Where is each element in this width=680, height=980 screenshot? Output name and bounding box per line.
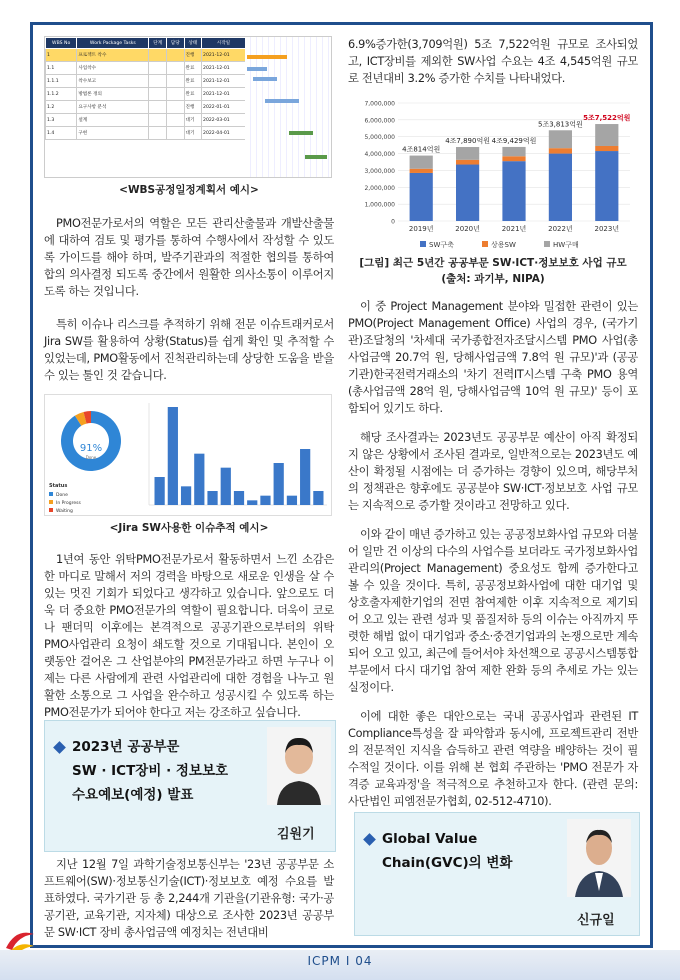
stack-segment	[502, 161, 525, 221]
y-tick-label: 1,000,000	[364, 201, 395, 209]
jira-svg	[45, 395, 331, 515]
wbs-cell: 1.3	[46, 114, 77, 127]
legend-label: HW구매	[553, 241, 579, 249]
status-legend-label: Done	[56, 493, 68, 498]
left-paragraph-3: 1년여 동안 위탁PMO전문가로서 활동하면서 느낀 소감은 한 마디로 말해서 저의 경력을 바탕으로 새로운 인생을 살 수 있는 멋진 기회가 되었다고 생각하고 있습니다. 앞으로도 더욱 더 중요한 PMO전문가의 역할이 필요합니다. 더욱이 코로나 팬더믹 이후에는 본격적으로 공공기관으로부터의 위탁PMO사업관리 요청이 쇄도할 것으로 기대됩니다. 본인이 오랫동안 걸어온 그 산업분야의 PM전문가라고 하면 누구나 이제는 다른 사람에게 관련 사업관리에 대한 경험을 나누고 원활한 소통으로 그 사업을 완수하고 성공시킬 수 있도록 하는 PMO전문가가 되어야 한다고 저는 강조하고 싶습니다.	[44, 553, 334, 719]
page-footer	[0, 950, 680, 980]
gantt-area	[245, 37, 331, 177]
diamond-bullet-icon	[363, 833, 376, 846]
status-legend-label: In Progress	[56, 501, 81, 506]
jira-bar	[247, 500, 257, 505]
wbs-cell: 요구사항 분석	[77, 101, 149, 114]
x-tick-label: 2021년	[501, 225, 527, 233]
wbs-cell	[166, 88, 184, 101]
bar-data-label: 4조814억원	[402, 145, 441, 154]
wbs-cell	[149, 49, 167, 62]
stack-segment	[595, 124, 618, 146]
wbs-cell	[149, 88, 167, 101]
status-legend-label: Waiting	[56, 509, 73, 514]
wbs-cell	[149, 101, 167, 114]
y-tick-label: 4,000,000	[364, 151, 395, 159]
jira-chart-image	[44, 394, 332, 516]
y-tick-label: 6,000,000	[364, 117, 395, 125]
jira-bar	[221, 468, 231, 505]
bar-data-label: 4조9,429억원	[491, 136, 537, 145]
wbs-cell: 사업착수	[77, 62, 149, 75]
stack-segment	[456, 160, 479, 165]
donut-chart	[61, 411, 121, 471]
wbs-cell	[149, 62, 167, 75]
stack-segment	[410, 169, 433, 173]
wbs-cell: 2021-12-01	[202, 88, 246, 101]
left-paragraph-4: 지난 12월 7일 과학기술정보통신부는 '23년 공공부문 소프트웨어(SW)·정보통신기술(ICT)·정보보호 예정 수요를 발표하였다. 국가기관 등 총 2,244개 기관을(기관유형: 국가·공공기관, 교육기관, 지자체) 대상으로 조사한 2023년 공공부문 SW·ICT 장비 총사업금액 예정치는 전년대비	[44, 858, 334, 939]
forecast-box	[44, 720, 336, 852]
wbs-header-cell: 단계	[149, 38, 167, 49]
wbs-cell	[166, 114, 184, 127]
status-title: Status	[49, 483, 68, 489]
gvc-box	[354, 812, 640, 936]
donut-sublabel: Done	[85, 455, 97, 460]
right-column	[348, 36, 638, 810]
wbs-cell: 완료	[184, 75, 202, 88]
wbs-header-cell: 시작일	[202, 38, 246, 49]
y-tick-label: 5,000,000	[364, 134, 395, 142]
wbs-cell: 진행	[184, 49, 202, 62]
stack-segment	[410, 173, 433, 221]
stack-segment	[595, 146, 618, 151]
right-paragraph-4: 이와 같이 매년 증가하고 있는 공공정보화사업 규모와 더불어 일만 건 이상의 다수의 사업수를 보더라도 국가정보화사업관리의(Project Management) 중요성도 함께 증가한다고 볼 수 있을 것이다. 특히, 공공정보화사업에 대한 대기업 및 상호출자제한기업의 전면 참여제한 이후 지속적으로 제기되어 오고 있는 관련 성과 및 품질저하 등의 이슈는 아직까지 뚜렷한 해법 없이 대기업과 중소·중견기업과의 논쟁으로만 계속되어 오고 있고, 최근에 들어서야 차선책으로 공공시스템통합부문에서 다시 대기업 참여 제한 완화 등의 추세로 가는 있는 실정이다.	[348, 528, 638, 694]
legend-swatch	[544, 241, 550, 247]
author-photo-kim	[267, 727, 331, 805]
wbs-cell: 1.1.1	[46, 75, 77, 88]
jira-bar	[181, 486, 191, 505]
wbs-cell: 프로젝트 착수	[77, 49, 149, 62]
y-tick-label: 3,000,000	[364, 167, 395, 175]
legend-swatch	[420, 241, 426, 247]
left-paragraph-1: PMO전문가로서의 역할은 모든 관리산출물과 개발산출물에 대하여 검토 및 평가를 통하여 수행사에서 작성할 수 있도록 가이드를 해야 하며, 발주기관과의 적절한 협의를 통하여 합의 의사결정 되도록 중간에서 원활한 의사소통이 이루어지도록 하는 것입니다.	[44, 217, 334, 298]
gvc-box-title-2: Chain(GVC)의 변화	[382, 855, 513, 871]
footer-label: ICPM I 04	[307, 954, 373, 968]
diamond-bullet-icon	[53, 741, 66, 754]
wbs-cell: 1.1	[46, 62, 77, 75]
stack-segment	[456, 165, 479, 221]
bar-data-label: 5조3,813억원	[538, 120, 583, 129]
wbs-header-cell: 담당	[166, 38, 184, 49]
wbs-cell	[166, 127, 184, 140]
wbs-cell	[166, 49, 184, 62]
status-legend-swatch	[49, 492, 53, 496]
bar-data-label: 5조7,522억원	[583, 114, 631, 123]
chart-caption-2: (출처: 과기부, NIPA)	[441, 273, 545, 285]
wbs-cell: 구현	[77, 127, 149, 140]
author-photo-shin	[567, 819, 631, 897]
sw-market-svg	[348, 93, 634, 253]
x-tick-label: 2019년	[408, 225, 434, 233]
stack-segment	[549, 130, 572, 148]
right-paragraph-3: 해당 조사결과는 2023년도 공공부문 예산이 아직 확정되지 않은 상황에서 조사된 결과로, 일반적으로는 2023년도 예산이 확정될 시점에는 더 증가하는 경향이 있으며, 해당부처의 정책관은 향후에도 공공분야 SW·ICT·정보보호 사업 규모는 지속적으로 증가할 것이라고 전망하고 있다.	[348, 431, 638, 512]
wbs-table-image	[44, 36, 332, 178]
right-paragraph-5: 이에 대한 좋은 대안으로는 국내 공공사업과 관련된 IT Compliance특성을 잘 파악함과 동시에, 프로젝트관리 전반의 전문적인 지식을 습득하고 관련 역량을 배양하는 것이 필수적일 것이다. 이를 위해 본 협회 주관하는 'PMO 전문가 자격증 교육과정'을 적극적으로 추천하고자 한다. (관련 문의: 사단법인 피엠전문가협회, 02-512-4710).	[348, 710, 638, 808]
stack-segment	[410, 156, 433, 169]
legend-swatch	[482, 241, 488, 247]
wbs-cell: 2022-01-01	[202, 101, 246, 114]
x-tick-label: 2022년	[548, 225, 573, 233]
jira-bar	[207, 491, 217, 505]
left-column	[44, 36, 334, 721]
wbs-cell: 완료	[184, 62, 202, 75]
legend-label: SW구축	[429, 241, 454, 249]
jira-bar-chart	[155, 407, 324, 505]
wbs-cell	[149, 127, 167, 140]
jira-bar	[234, 491, 244, 505]
status-legend-swatch	[49, 500, 53, 504]
wbs-cell: 1.4	[46, 127, 77, 140]
sw-market-chart	[348, 93, 634, 253]
wbs-cell: 2021-12-01	[202, 49, 246, 62]
jira-bar	[300, 449, 310, 505]
y-tick-label: 7,000,000	[364, 100, 395, 108]
author-name-kim: 김원기	[277, 827, 315, 842]
y-tick-label: 2,000,000	[364, 184, 395, 192]
x-tick-label: 2023년	[594, 225, 620, 233]
jira-bar	[168, 407, 178, 505]
stack-segment	[502, 147, 525, 156]
wbs-header-cell: 상태	[184, 38, 202, 49]
wbs-cell: 2021-12-01	[202, 62, 246, 75]
wbs-cell: 착수보고	[77, 75, 149, 88]
wbs-cell: 1.2	[46, 101, 77, 114]
wbs-cell: 진행	[184, 101, 202, 114]
wbs-cell: 방법론 정의	[77, 88, 149, 101]
jira-bar	[274, 463, 284, 505]
donut-label: 91%	[79, 443, 103, 454]
jira-bar	[260, 496, 270, 505]
jira-bar	[313, 491, 323, 505]
chart-caption-1: [그림] 최근 5년간 공공부문 SW·ICT·정보보호 사업 규모	[359, 257, 627, 269]
wbs-cell: 2021-12-01	[202, 75, 246, 88]
status-legend	[49, 492, 81, 514]
wbs-cell: 대기	[184, 114, 202, 127]
forecast-box-title-1: 2023년 공공부문	[55, 735, 228, 759]
author-name-shin: 신규일	[577, 913, 615, 928]
wbs-cell	[166, 62, 184, 75]
wbs-cell: 2022-04-01	[202, 127, 246, 140]
wbs-cell: 1.1.2	[46, 88, 77, 101]
right-paragraph-1: 6.9%증가한(3,709억원) 5조 7,522억원 규모로 조사되었고, ICT장비를 제외한 SW사업 수요는 4조 4,545억원 규모로 전년대비 3.2% 증가한 수치를 나타내었다.	[348, 38, 638, 85]
wbs-cell: 대기	[184, 127, 202, 140]
wbs-cell	[149, 114, 167, 127]
stack-segment	[456, 147, 479, 160]
x-tick-label: 2020년	[455, 225, 480, 233]
status-legend-swatch	[49, 508, 53, 512]
wbs-header-cell: WBS No	[46, 38, 77, 49]
forecast-box-title-3: 수요예보(예정) 발표	[72, 787, 194, 803]
left-paragraph-2: 특히 이슈나 리스크를 추적하기 위해 전문 이슈트래커로서 Jira SW를 활용하여 상황(Status)를 쉽게 확인 및 추적할 수 있었는데, PMO활동에서 진척관리하는데 상당한 도움을 받을 수 있는 툴인 것 같습니다.	[44, 318, 334, 382]
wbs-cell: 설계	[77, 114, 149, 127]
jira-bar	[155, 477, 165, 505]
jira-bar	[287, 496, 297, 505]
stack-segment	[549, 154, 572, 221]
legend-label: 상용SW	[491, 241, 516, 249]
wbs-cell	[149, 75, 167, 88]
wbs-cell: 2022-03-01	[202, 114, 246, 127]
jira-bar	[194, 454, 204, 505]
wbs-header-cell: Work Package Tasks	[77, 38, 149, 49]
stack-segment	[549, 148, 572, 153]
stack-segment	[502, 156, 525, 161]
wbs-cell	[166, 101, 184, 114]
wbs-cell: 완료	[184, 88, 202, 101]
right-paragraph-2: 이 중 Project Management 분야와 밀접한 관련이 있는 PMO(Project Management Office) 사업의 경우, (국가기관)조달청의 '차세대 국가종합전자조달시스템 PMO 사업(총사업금액 20.7억 원, 당해사업금액 7.8억 원 규모)'과 (공공기관)한국전력거래소의 '차기 전력IT시스템 구축 PMO 용역(총사업금액 28억 원, 당해사업금액 10억 원 규모)' 등이 포함되어 있기도 하다.	[348, 300, 638, 415]
stack-segment	[595, 151, 618, 221]
bar-data-label: 4조7,890억원	[445, 137, 490, 146]
gvc-box-title-1: Global Value	[365, 827, 512, 851]
wbs-cell: 1	[46, 49, 77, 62]
forecast-box-title-2: SW · ICT장비 · 정보보호	[72, 763, 229, 779]
wbs-cell	[166, 75, 184, 88]
wbs-caption: <WBS공정일정계획서 예시>	[119, 184, 259, 196]
jira-caption: <Jira SW사용한 이슈추적 예시>	[109, 522, 269, 534]
y-tick-label: 0	[391, 218, 395, 226]
